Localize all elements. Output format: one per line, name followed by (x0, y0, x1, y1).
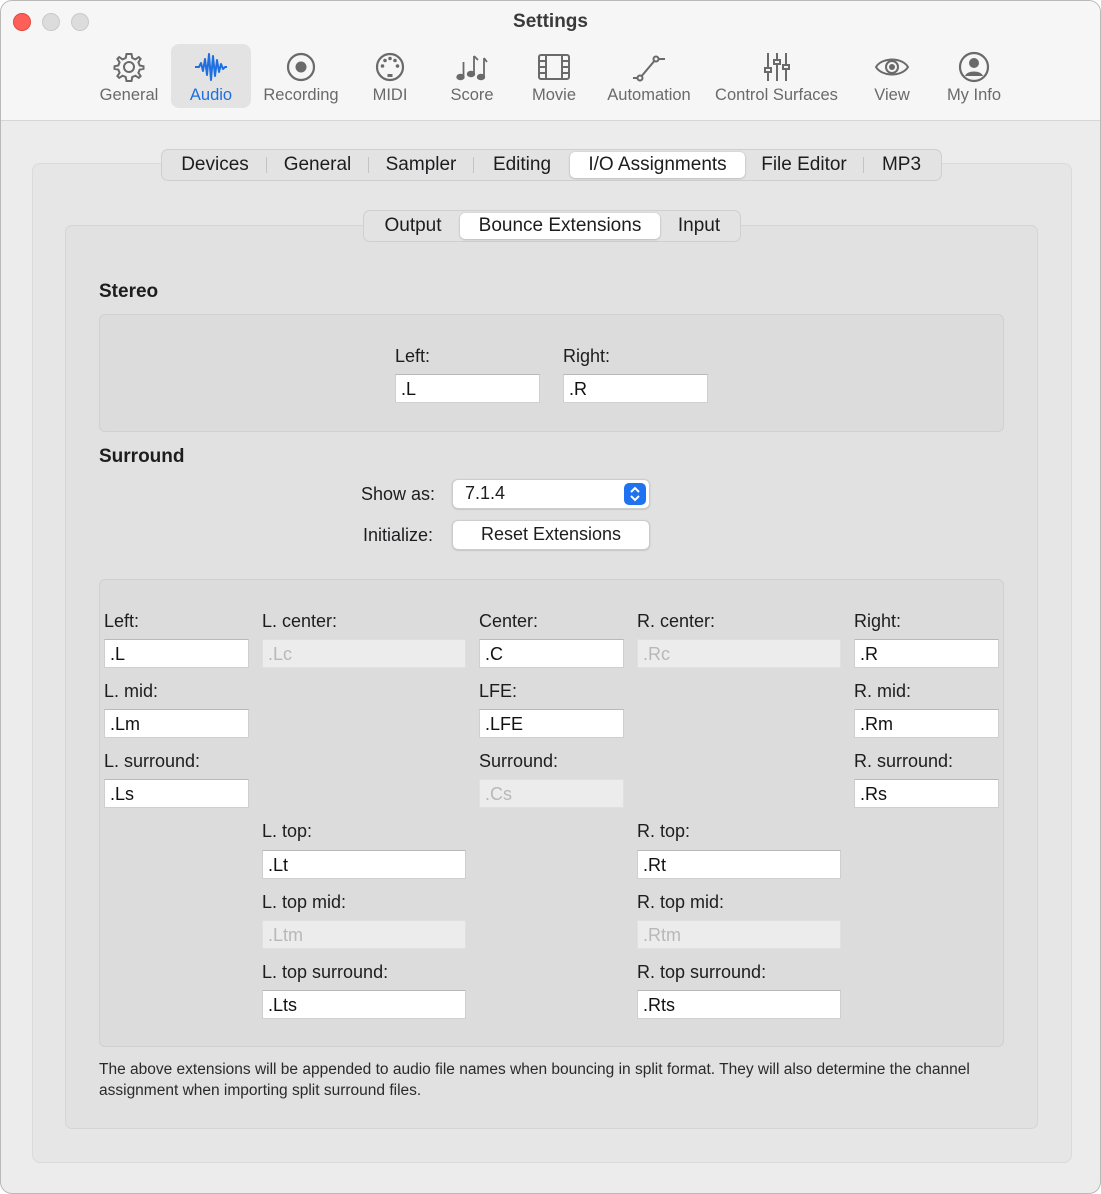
surround-section-title: Surround (99, 446, 185, 467)
r-surround-field[interactable] (854, 779, 999, 808)
tab-sampler[interactable]: Sampler (385, 154, 457, 175)
stereo-right-label: Right: (563, 346, 611, 366)
center-label: Center: (479, 611, 539, 631)
extensions-footnote: The above extensions will be appended to audio file names when bouncing in split format. They will also determine the channel assignment when importing split surround files. (99, 1061, 970, 1099)
r-surround-label: R. surround: (854, 751, 954, 771)
toolbar-recording-label: Recording (263, 86, 339, 104)
r-top-surround-field[interactable] (637, 990, 841, 1019)
tab-devices[interactable]: Devices (181, 154, 249, 175)
toolbar-control-surfaces-label: Control Surfaces (715, 86, 838, 104)
stereo-left-field[interactable] (395, 374, 540, 403)
person-icon (957, 50, 991, 84)
toolbar-my-info[interactable] (939, 44, 1009, 108)
surround-right-field[interactable] (854, 639, 999, 668)
automation-icon (632, 50, 666, 84)
r-top-surround-label: R. top surround: (637, 962, 767, 982)
r-top-label: R. top: (637, 821, 691, 841)
l-mid-field[interactable] (104, 709, 249, 738)
r-top-mid-label: R. top mid: (637, 892, 725, 912)
l-top-label: L. top: (262, 821, 313, 841)
stereo-group (99, 314, 1004, 432)
l-top-mid-label: L. top mid: (262, 892, 347, 912)
toolbar-my-info-label: My Info (946, 86, 1002, 104)
stereo-section-title: Stereo (99, 281, 159, 302)
center-field[interactable] (479, 639, 624, 668)
main-tab-bar (161, 149, 942, 181)
surround-right-label: Right: (854, 611, 902, 631)
toolbar-view[interactable] (863, 44, 921, 108)
toolbar-audio-label: Audio (189, 86, 233, 104)
r-mid-field[interactable] (854, 709, 999, 738)
l-mid-label: L. mid: (104, 681, 159, 701)
l-surround-field[interactable] (104, 779, 249, 808)
lfe-field[interactable] (479, 709, 624, 738)
l-top-surround-field[interactable] (262, 990, 466, 1019)
popup-chevrons-icon (624, 483, 646, 505)
show-as-popup[interactable] (452, 479, 650, 509)
tab-general[interactable]: General (283, 154, 352, 175)
stereo-left-label: Left: (395, 346, 431, 366)
r-mid-label: R. mid: (854, 681, 912, 701)
toolbar-general-label: General (99, 86, 159, 104)
toolbar-score-label: Score (450, 86, 494, 104)
sliders-icon (760, 50, 794, 84)
subtab-output[interactable]: Output (384, 215, 442, 236)
record-icon (284, 50, 318, 84)
l-top-surround-label: L. top surround: (262, 962, 389, 982)
film-icon (537, 50, 571, 84)
r-top-mid-field (637, 920, 841, 949)
window-title: Settings (513, 11, 588, 32)
toolbar-audio[interactable] (171, 44, 251, 108)
show-as-label: Show as: (361, 484, 436, 504)
subtab-input[interactable]: Input (677, 215, 721, 236)
title-bar (1, 1, 1100, 121)
subtab-bounce-extensions[interactable]: Bounce Extensions (460, 213, 660, 239)
l-center-label: L. center: (262, 611, 338, 631)
midi-icon (373, 50, 407, 84)
lfe-label: LFE: (479, 681, 518, 701)
gear-icon (112, 50, 146, 84)
surround-left-field[interactable] (104, 639, 249, 668)
surround-center-field (479, 779, 624, 808)
l-surround-label: L. surround: (104, 751, 201, 771)
tab-io-assignments[interactable]: I/O Assignments (570, 152, 745, 178)
initialize-label: Initialize: (363, 525, 434, 545)
toolbar-movie[interactable] (524, 44, 584, 108)
r-center-field (637, 639, 841, 668)
reset-extensions-button[interactable]: Reset Extensions (452, 520, 650, 550)
tab-mp3[interactable]: MP3 (881, 154, 922, 175)
io-subtab-bar (363, 210, 741, 242)
toolbar-midi-label: MIDI (372, 86, 408, 104)
l-top-mid-field (262, 920, 466, 949)
tab-editing[interactable]: Editing (492, 154, 552, 175)
surround-left-label: Left: (104, 611, 140, 631)
toolbar-midi[interactable] (361, 44, 419, 108)
toolbar-view-label: View (874, 86, 910, 104)
toolbar-automation[interactable] (602, 44, 696, 108)
tab-file-editor[interactable]: File Editor (761, 154, 847, 175)
show-as-value: 7.1.4 (465, 483, 506, 503)
toolbar-general[interactable] (92, 44, 166, 108)
r-top-field[interactable] (637, 850, 841, 879)
l-top-field[interactable] (262, 850, 466, 879)
notes-icon (455, 50, 489, 84)
toolbar-recording[interactable] (257, 44, 345, 108)
stereo-right-field[interactable] (563, 374, 708, 403)
toolbar-automation-label: Automation (607, 86, 691, 104)
waveform-icon (194, 50, 228, 84)
toolbar-score[interactable] (442, 44, 502, 108)
surround-center-label: Surround: (479, 751, 559, 771)
toolbar-control-surfaces[interactable] (708, 44, 845, 108)
toolbar-movie-label: Movie (531, 86, 576, 104)
r-center-label: R. center: (637, 611, 716, 631)
l-center-field (262, 639, 466, 668)
eye-icon (875, 50, 909, 84)
